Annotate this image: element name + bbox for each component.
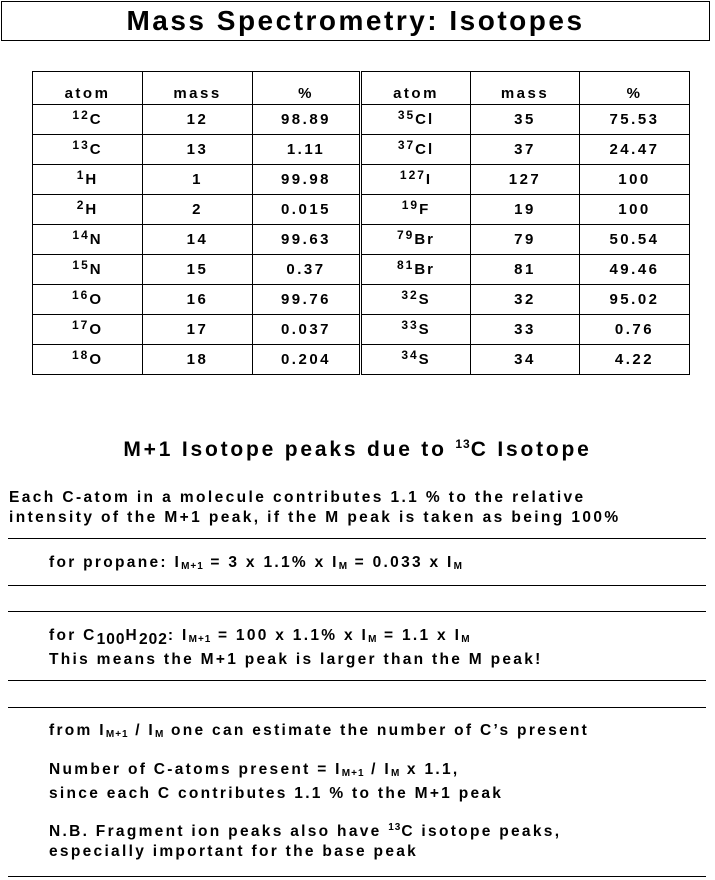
mass-cell: 19 xyxy=(471,195,580,225)
mass-cell: 79 xyxy=(471,225,580,255)
mass-number: 13 xyxy=(72,138,90,152)
divider xyxy=(8,585,706,586)
element-symbol: Br xyxy=(414,261,436,278)
intro-line-2: intensity of the M+1 peak, if the M peak is taken as being 100% xyxy=(9,509,621,526)
element-symbol: C xyxy=(89,111,103,128)
mass-cell: 35 xyxy=(471,105,580,135)
divider xyxy=(8,707,706,708)
mass-number: 12 xyxy=(72,108,90,122)
mass-cell: 12 xyxy=(143,105,253,135)
large-molecule-example: for C100H202: $I_{M+1} = 100$ x 1.1% x $I_M = 1.1$ x $I_M$ This means the M+1 peak is larger than the M peak! xyxy=(49,627,543,668)
divider xyxy=(8,876,706,877)
mass-cell: 1 xyxy=(143,165,253,195)
intro-text xyxy=(9,488,709,528)
atom-cell xyxy=(361,345,471,375)
mass-number: 127 xyxy=(399,168,426,182)
abundance-cell: 99.76 xyxy=(253,285,361,315)
isotope-table xyxy=(32,71,690,375)
abundance-cell: 4.22 xyxy=(580,345,690,375)
element-symbol: S xyxy=(418,291,431,308)
mass-number: 2 xyxy=(76,198,86,212)
mass-cell: 37 xyxy=(471,135,580,165)
mass-cell: 15 xyxy=(143,255,253,285)
element-symbol: Br xyxy=(414,231,436,248)
table-row xyxy=(33,345,690,375)
atom-cell xyxy=(33,345,143,375)
mass-number: 37 xyxy=(397,138,416,152)
element-symbol: F xyxy=(419,201,431,218)
abundance-cell: 75.53 xyxy=(580,105,690,135)
atom-cell xyxy=(33,135,143,165)
mass-number: 33 xyxy=(401,318,419,332)
table-row xyxy=(33,195,690,225)
mass-number: 19 xyxy=(401,198,420,212)
element-symbol: O xyxy=(89,351,104,368)
mass-cell: 127 xyxy=(471,165,580,195)
header-mass-2: mass xyxy=(471,72,580,105)
table-row xyxy=(33,255,690,285)
mass-number: 81 xyxy=(396,258,415,272)
atom-cell xyxy=(33,255,143,285)
page-title-text: Mass Spectrometry: Isotopes xyxy=(126,5,585,36)
mass-cell: 32 xyxy=(471,285,580,315)
atom-cell xyxy=(33,285,143,315)
header-percent: % xyxy=(253,72,361,105)
abundance-cell: 1.11 xyxy=(253,135,361,165)
atom-cell xyxy=(361,285,471,315)
mass-number: 18 xyxy=(71,348,90,362)
atom-cell xyxy=(361,165,471,195)
element-symbol: C xyxy=(89,141,103,158)
abundance-cell: 0.76 xyxy=(580,315,690,345)
abundance-cell: 50.54 xyxy=(580,225,690,255)
abundance-cell: 0.204 xyxy=(253,345,361,375)
mass-number: 35 xyxy=(397,108,416,122)
table-row xyxy=(33,165,690,195)
section-title: M+1 Isotope peaks due to $^{13}$C Isotope xyxy=(123,437,592,461)
mass-cell: 16 xyxy=(143,285,253,315)
divider xyxy=(8,611,706,612)
mass-number: 14 xyxy=(72,228,90,242)
header-atom-2: atom xyxy=(361,72,471,105)
element-symbol: Cl xyxy=(415,111,435,128)
atom-cell xyxy=(33,195,143,225)
page-title xyxy=(1,1,710,41)
abundance-cell: 100 xyxy=(580,165,690,195)
element-symbol: O xyxy=(89,321,104,338)
atom-cell xyxy=(361,105,471,135)
abundance-cell: 0.015 xyxy=(253,195,361,225)
table-row xyxy=(33,225,690,255)
element-symbol: H xyxy=(85,171,99,188)
carbon-count-text: Number of C-atoms present = $I_{M+1} / I_M$ x 1.1, since each C contributes 1.1 % to the M+1 peak xyxy=(49,761,504,802)
divider xyxy=(8,538,706,539)
mass-number: 1 xyxy=(76,168,86,182)
element-symbol: H xyxy=(85,201,99,218)
atom-cell xyxy=(361,255,471,285)
abundance-cell: 98.89 xyxy=(253,105,361,135)
header-atom: atom xyxy=(33,72,143,105)
header-mass: mass xyxy=(143,72,253,105)
table-row xyxy=(33,135,690,165)
mass-cell: 13 xyxy=(143,135,253,165)
atom-cell xyxy=(33,165,143,195)
table-header-row xyxy=(33,72,690,105)
estimate-text: from $I_{M+1} / I_M$ one can estimate the number of C’s present xyxy=(49,722,590,740)
mass-cell: 2 xyxy=(143,195,253,225)
abundance-cell: 100 xyxy=(580,195,690,225)
table-row xyxy=(33,105,690,135)
element-symbol: N xyxy=(89,231,103,248)
section-title-sup: 13 xyxy=(455,437,471,451)
mass-number: 16 xyxy=(71,288,90,302)
mass-number: 34 xyxy=(401,348,419,362)
header-percent-2: % xyxy=(580,72,690,105)
atom-cell xyxy=(361,195,471,225)
atom-cell xyxy=(361,225,471,255)
element-symbol: S xyxy=(418,351,431,368)
atom-cell xyxy=(33,315,143,345)
atom-cell xyxy=(33,105,143,135)
abundance-cell: 95.02 xyxy=(580,285,690,315)
abundance-cell: 99.63 xyxy=(253,225,361,255)
mass-cell: 81 xyxy=(471,255,580,285)
element-symbol: I xyxy=(425,171,433,188)
mass-number: 15 xyxy=(72,258,90,272)
element-symbol: N xyxy=(89,261,103,278)
mass-cell: 33 xyxy=(471,315,580,345)
mass-cell: 18 xyxy=(143,345,253,375)
mass-number: 79 xyxy=(396,228,415,242)
mass-number: 17 xyxy=(71,318,90,332)
abundance-cell: 0.37 xyxy=(253,255,361,285)
mass-number: 32 xyxy=(401,288,419,302)
abundance-cell: 99.98 xyxy=(253,165,361,195)
mass-cell: 17 xyxy=(143,315,253,345)
atom-cell xyxy=(361,315,471,345)
intro-line-1: Each C-atom in a molecule contributes 1.1 % to the relative xyxy=(9,489,586,506)
abundance-cell: 24.47 xyxy=(580,135,690,165)
propane-example: for propane: $I_{M+1} = 3$ x 1.1% x $I_M = 0.033$ x $I_M$ xyxy=(49,554,463,572)
element-symbol: O xyxy=(89,291,104,308)
abundance-cell: 49.46 xyxy=(580,255,690,285)
mass-cell: 14 xyxy=(143,225,253,255)
element-symbol: Cl xyxy=(415,141,435,158)
divider xyxy=(8,680,706,681)
table-row xyxy=(33,285,690,315)
atom-cell xyxy=(361,135,471,165)
mass-cell: 34 xyxy=(471,345,580,375)
atom-cell xyxy=(33,225,143,255)
table-row xyxy=(33,315,690,345)
element-symbol: S xyxy=(418,321,431,338)
abundance-cell: 0.037 xyxy=(253,315,361,345)
nb-note: N.B. Fragment ion peaks also have $^{13}$C isotope peaks, especially important for the base peak xyxy=(49,822,562,861)
